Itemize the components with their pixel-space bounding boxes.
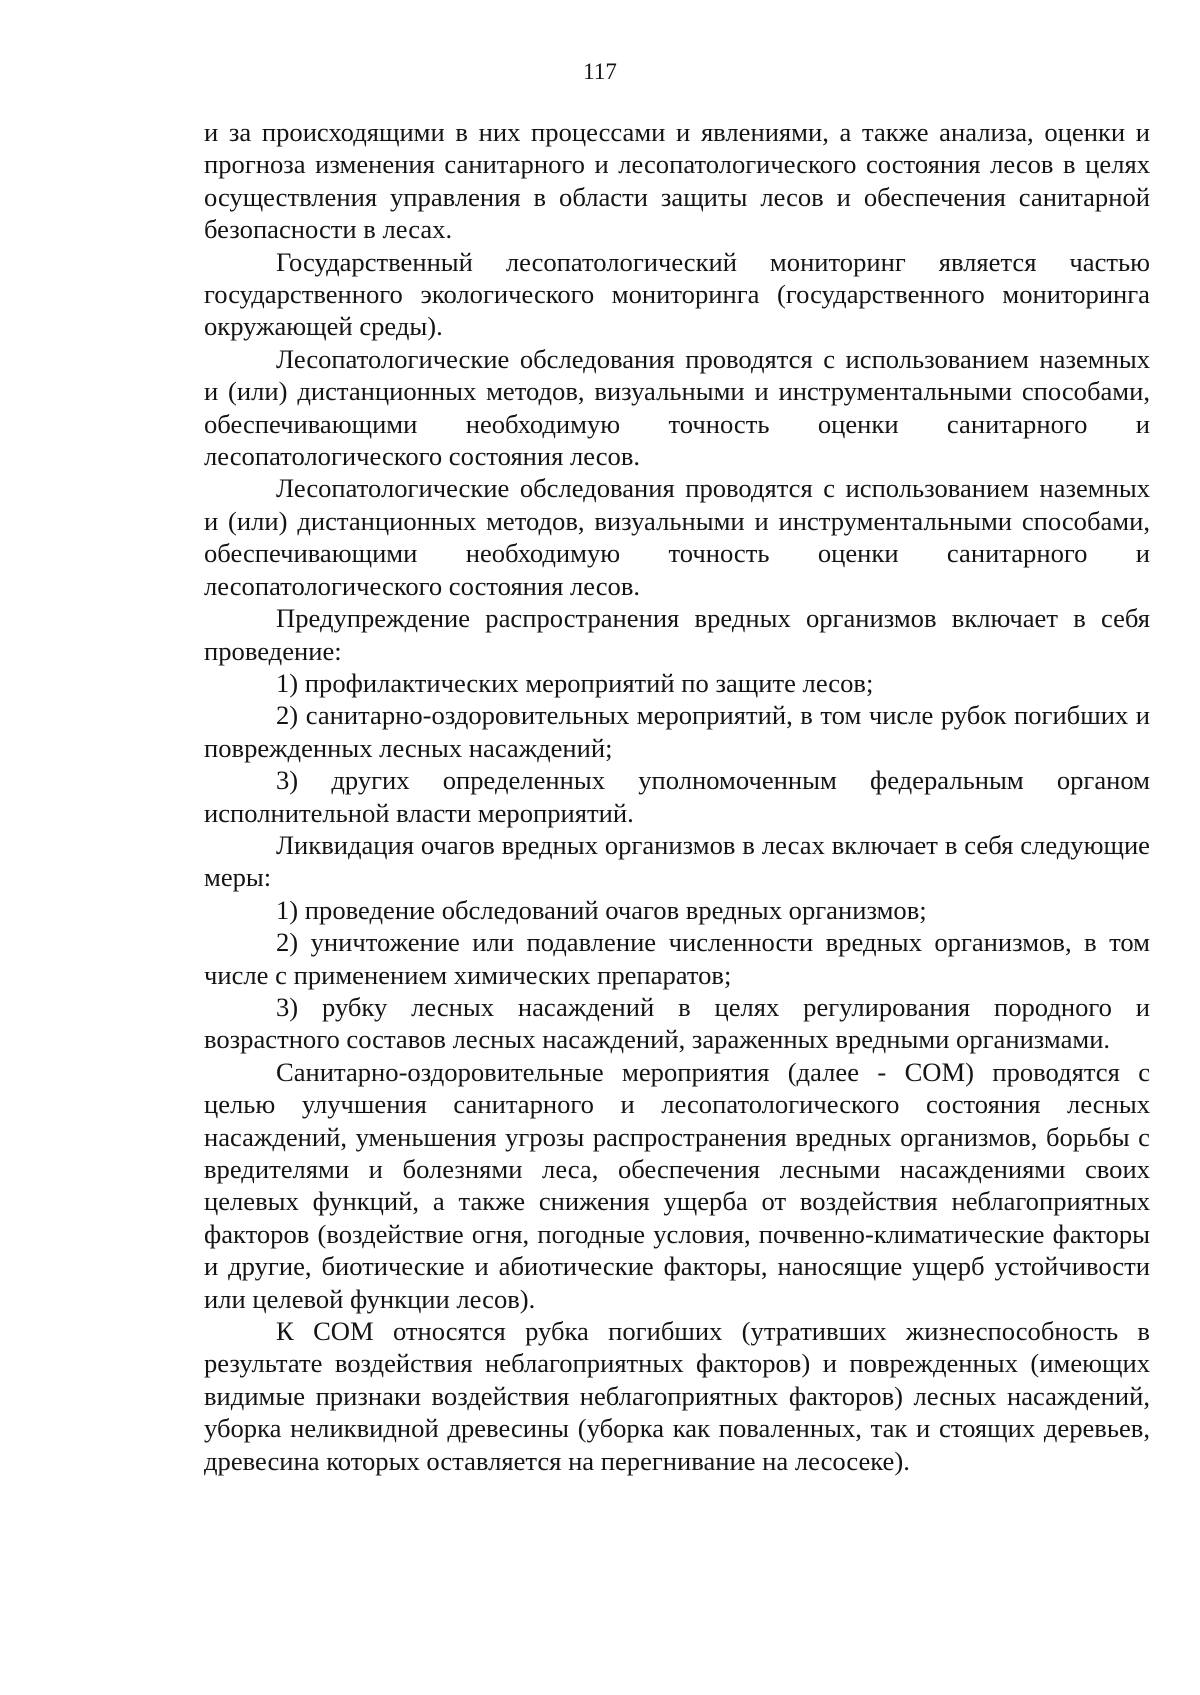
paragraph-elimination: Ликвидация очагов вредных организмов в лесах включает в себя следующие меры: [204, 829, 1150, 893]
page-number: 117 [583, 59, 617, 84]
paragraph-monitoring: Государственный лесопатологический мониторинг является частью государственного экологического мониторинга (государственного мониторинга окружающей среды). [204, 246, 1150, 342]
paragraph-continuation: и за происходящими в них процессами и явлениями, а также анализа, оценки и прогноза изменения санитарного и лесопатологического состояния лесов в целях осуществления управления в области защиты лесов и обеспечения санитарной безопасности в лесах. [204, 117, 1150, 245]
list-item-elimination-3: 3) рубку лесных насаждений в целях регулирования породного и возрастного составов лесных насаждений, зараженных вредными организмами. [204, 991, 1150, 1055]
document-body [204, 116, 1150, 1477]
list-item-prevention-2: 2) санитарно-оздоровительных мероприятий, в том числе рубок погибших и поврежденных лесных насаждений; [204, 700, 1150, 763]
paragraph-som-types: К СОМ относятся рубка погибших (утративших жизнеспособность в результате воздействия неблагоприятных факторов) и поврежденных (имеющих видимые признаки воздействия неблагоприятных факторов) лесных насаждений, уборка неликвидной древесины (уборка как поваленных, так и стоящих деревьев, древесина которых оставляется на перегнивание на лесосеке). [204, 1316, 1150, 1476]
list-item-prevention-1: 1) профилактических мероприятий по защите лесов; [276, 667, 874, 698]
list-item-elimination-1: 1) проведение обследований очагов вредных организмов; [276, 894, 927, 925]
paragraph-som-definition: Санитарно-оздоровительные мероприятия (далее - СОМ) проводятся с целью улучшения санитарного и лесопатологического состояния лесных насаждений, уменьшения угрозы распространения вредных организмов, борьбы с вредителями и болезнями леса, обеспечения лесными насаждениями своих целевых функций, а также снижения ущерба от воздействия неблагоприятных факторов (воздействие огня, погодные условия, почвенно-климатические факторы и другие, биотические и абиотические факторы, наносящие ущерб устойчивости или целевой функции лесов). [204, 1056, 1150, 1314]
paragraph-prevention: Предупреждение распространения вредных организмов включает в себя проведение: [204, 603, 1150, 666]
paragraph-surveys-repeat: Лесопатологические обследования проводятся с использованием наземных и (или) дистанционных методов, визуальными и инструментальными способами, обеспечивающими необходимую точность оценки санитарного и лесопатологического состояния лесов. [204, 473, 1150, 601]
list-item-prevention-3: 3) других определенных уполномоченным федеральным органом исполнительной власти мероприятий. [204, 765, 1150, 828]
list-item-elimination-2: 2) уничтожение или подавление численности вредных организмов, в том числе с применением химических препаратов; [204, 927, 1150, 990]
paragraph-surveys: Лесопатологические обследования проводятся с использованием наземных и (или) дистанционных методов, визуальными и инструментальными способами, обеспечивающими необходимую точность оценки санитарного и лесопатологического состояния лесов. [204, 343, 1150, 472]
